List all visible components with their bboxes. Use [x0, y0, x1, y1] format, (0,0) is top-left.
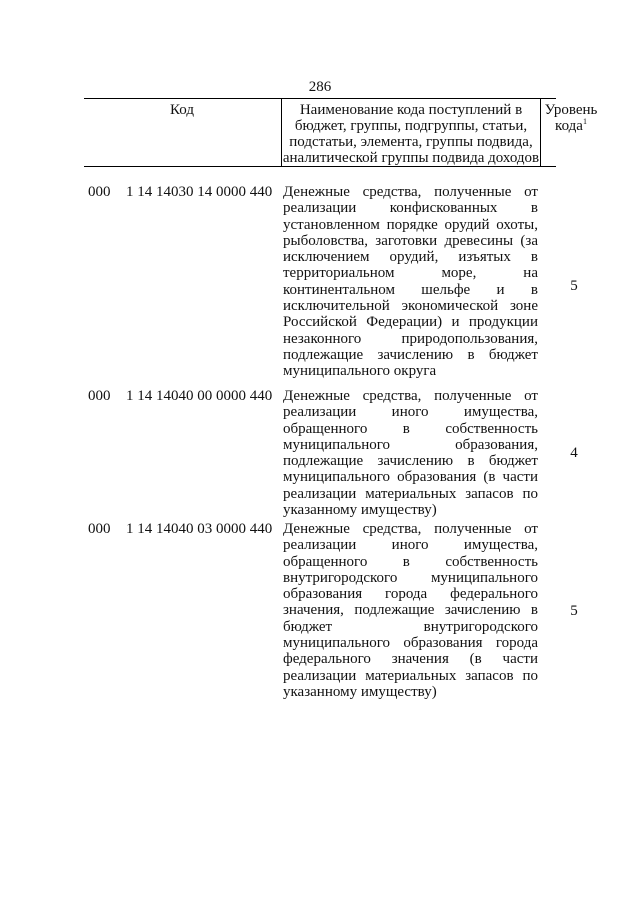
row-code: 1 14 14040 03 0000 440: [126, 521, 273, 537]
row-prefix: 000: [88, 184, 111, 200]
header-level-label: Уровень кода: [544, 102, 598, 134]
footnote-marker: 1: [582, 117, 587, 126]
row-name: Денежные средства, полученные от реализации иного имущества, обращенного в собственность внутригородского муниципального образования города федерального значения, подлежащие зачислению в бюджет внутригородского муниципального образования города федерального значения (в части реализации материальных запасов по указанному имуществу): [283, 521, 538, 700]
row-code: 1 14 14040 00 0000 440: [126, 388, 273, 404]
row-level: 4: [570, 445, 578, 461]
header-level: [540, 99, 601, 166]
row-level: 5: [570, 603, 578, 619]
header-code: Код: [170, 102, 194, 118]
row-code: 1 14 14030 14 0000 440: [126, 184, 273, 200]
header-name: Наименование кода поступлений в бюджет, группы, подгруппы, статьи, подстатьи, элемента, группы подвида, аналитической группы подвида доходов: [281, 99, 540, 166]
row-prefix: 000: [88, 521, 111, 537]
row-name: Денежные средства, полученные от реализации иного имущества, обращенного в собственность муниципального образования, подлежащие зачислению в бюджет муниципального образования (в части реализации материальных запасов по указанному имуществу): [283, 388, 538, 519]
row-prefix: 000: [88, 388, 111, 404]
table-header: [84, 98, 598, 167]
row-name: Денежные средства, полученные от реализации конфискованных в установленном порядке орудий охоты, рыболовства, заготовки древесины (за исключением орудий, изъятых в территориальном море, на континентальном шельфе и в исключительной экономической зоне Российской Федерации) и продукции незаконного природопользования, подлежащие зачислению в бюджет муниципального округа: [283, 184, 538, 380]
row-level: 5: [570, 278, 578, 294]
page-number: 286: [308, 79, 332, 95]
